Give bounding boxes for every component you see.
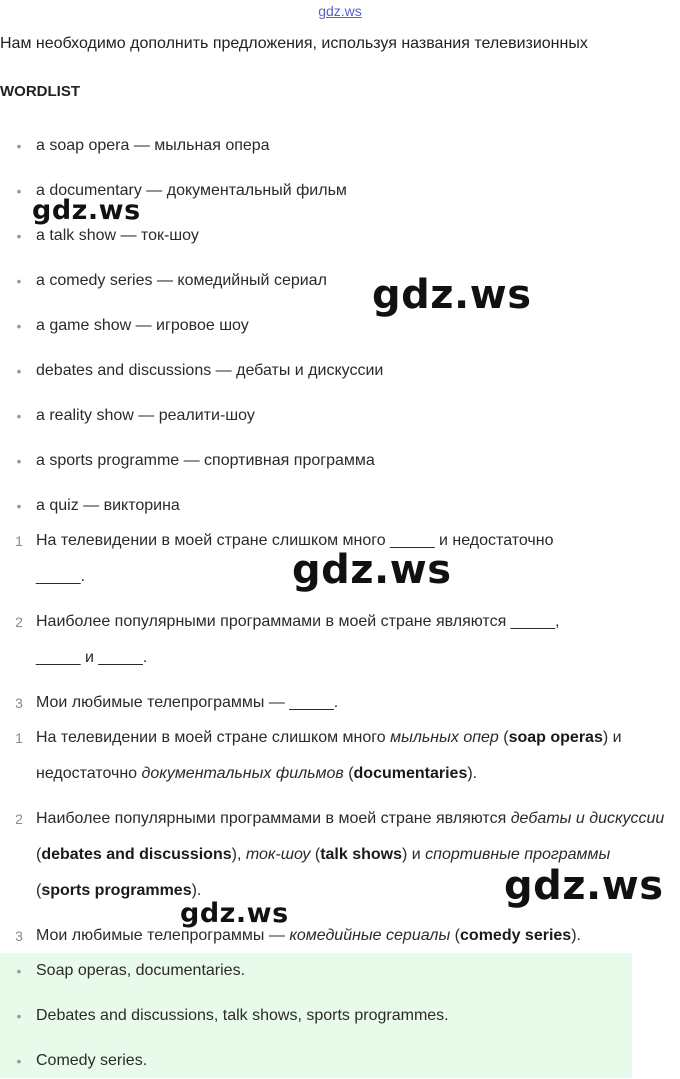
list-item: • a soap opera — мыльная опера bbox=[0, 128, 670, 164]
solution-item: 3 Мои любимые телепрограммы — комедийные сериалы (comedy series). bbox=[15, 927, 581, 944]
bullet-icon: • bbox=[16, 273, 22, 289]
exercise-item: 1 На телевидении в моей стране слишком много _____ и недостаточно _____. bbox=[15, 532, 554, 585]
bullet-icon: • bbox=[16, 318, 22, 334]
bullet-icon: • bbox=[16, 228, 22, 244]
watermark: gdz.ws bbox=[180, 898, 289, 929]
list-item: • debates and discussions — дебаты и дискуссии bbox=[0, 353, 670, 389]
bullet-icon: • bbox=[16, 183, 22, 199]
bullet-icon: • bbox=[16, 453, 22, 469]
exercise-item: 3 Мои любимые телепрограммы — _____. bbox=[15, 694, 339, 711]
watermark: gdz.ws bbox=[504, 863, 664, 909]
answer-item: • Comedy series. bbox=[0, 1043, 670, 1079]
answer-item: • Debates and discussions, talk shows, sports programmes. bbox=[0, 998, 670, 1034]
list-item: • a documentary — документальный фильм bbox=[0, 173, 670, 209]
wordlist-title: WORDLIST bbox=[0, 83, 80, 100]
bullet-icon: • bbox=[16, 408, 22, 424]
site-link[interactable]: gdz.ws bbox=[318, 3, 362, 19]
watermark: gdz.ws bbox=[32, 195, 141, 226]
list-item: • a reality show — реалити-шоу bbox=[0, 398, 670, 434]
bullet-icon: • bbox=[16, 498, 22, 514]
bullet-icon: • bbox=[16, 138, 22, 154]
bullet-icon: • bbox=[16, 363, 22, 379]
list-item: • a game show — игровое шоу bbox=[0, 308, 670, 344]
answer-item: • Soap operas, documentaries. bbox=[0, 953, 670, 989]
bullet-icon: • bbox=[16, 1053, 22, 1069]
list-item: • a sports programme — спортивная программа bbox=[0, 443, 670, 479]
list-item: • a quiz — викторина bbox=[0, 488, 670, 524]
watermark: gdz.ws bbox=[292, 547, 452, 593]
list-item: • a talk show — ток-шоу bbox=[0, 218, 670, 254]
list-item: • a comedy series — комедийный сериал bbox=[0, 263, 670, 299]
intro-text: Нам необходимо дополнить предложения, используя названия телевизионных bbox=[0, 35, 588, 52]
solution-item: 2 Наиболее популярными программами в моей стране являются дебаты и дискуссии (debates and discussions), ток-шоу (talk shows) и спортивные программы (sports programmes). bbox=[15, 810, 665, 899]
solution-item: 1 На телевидении в моей стране слишком много мыльных опер (soap operas) и недостаточно документальных фильмов (documentaries). bbox=[15, 729, 622, 782]
watermark: gdz.ws bbox=[372, 272, 532, 318]
bullet-icon: • bbox=[16, 1008, 22, 1024]
bullet-icon: • bbox=[16, 963, 22, 979]
exercise-item: 2 Наиболее популярными программами в моей стране являются _____, _____ и _____. bbox=[15, 613, 560, 666]
